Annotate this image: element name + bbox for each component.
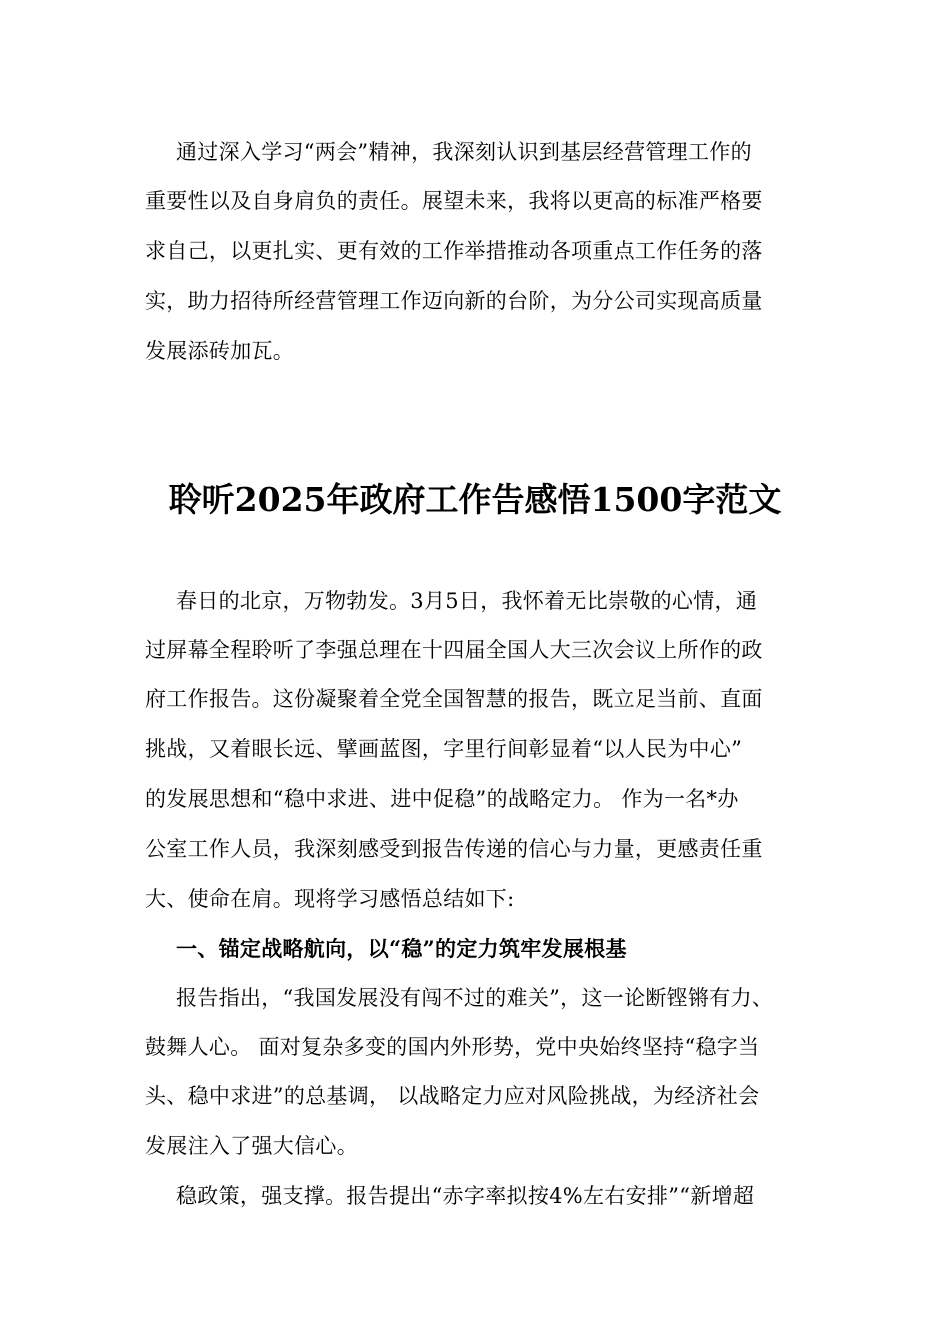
paragraph-2-line-1: 稳政策，强支撑。报告提出“赤字率拟按4%左右安排”“新增超 [176, 1184, 755, 1208]
paragraph-intro-line-2: 过屏幕全程聆听了李强总理在十四届全国人大三次会议上所作的政 [145, 638, 763, 662]
paragraph-intro-line-6: 公室工作人员，我深刻感受到报告传递的信心与力量，更感责任重 [145, 837, 763, 861]
paragraph-1-line-1: 报告指出，“我国发展没有闯不过的难关”，这一论断铿锵有力、 [176, 986, 774, 1010]
paragraph-1-line-4: 发展注入了强大信心。 [145, 1134, 358, 1158]
paragraph-intro-line-1: 春日的北京，万物勃发。3月5日，我怀着无比崇敬的心情，通 [176, 589, 758, 613]
paragraph-top-line-4: 实，助力招待所经营管理工作迈向新的台阶，为分公司实现高质量 [145, 289, 763, 313]
paragraph-intro-line-5: 的发展思想和“稳中求进、进中促稳”的战略定力。 作为一名*办 [145, 787, 739, 811]
paragraph-top-line-2: 重要性以及自身肩负的责任。展望未来，我将以更高的标准严格要 [145, 189, 763, 213]
section-heading-1: 一、锚定战略航向，以“稳”的定力筑牢发展根基 [176, 936, 627, 961]
paragraph-intro-line-4: 挑战，又着眼长远、擘画蓝图，字里行间彰显着“以人民为中心” [145, 737, 743, 761]
paragraph-top-line-3: 求自己，以更扎实、更有效的工作举措推动各项重点工作任务的落 [145, 239, 763, 263]
paragraph-intro-line-7: 大、使命在肩。现将学习感悟总结如下: [145, 887, 515, 911]
paragraph-top-line-1: 通过深入学习“两会”精神，我深刻认识到基层经营管理工作的 [176, 140, 752, 164]
paragraph-1-line-2: 鼓舞人心。 面对复杂多变的国内外形势，党中央始终坚持“稳字当 [145, 1035, 760, 1059]
paragraph-1-line-3: 头、稳中求进”的总基调， 以战略定力应对风险挑战，为经济社会 [145, 1084, 760, 1108]
paragraph-intro-line-3: 府工作报告。这份凝聚着全党全国智慧的报告，既立足当前、直面 [145, 687, 763, 711]
document-title: 聆听2025年政府工作告感悟1500字范文 [168, 480, 782, 519]
paragraph-top-line-5: 发展添砖加瓦。 [145, 339, 295, 363]
